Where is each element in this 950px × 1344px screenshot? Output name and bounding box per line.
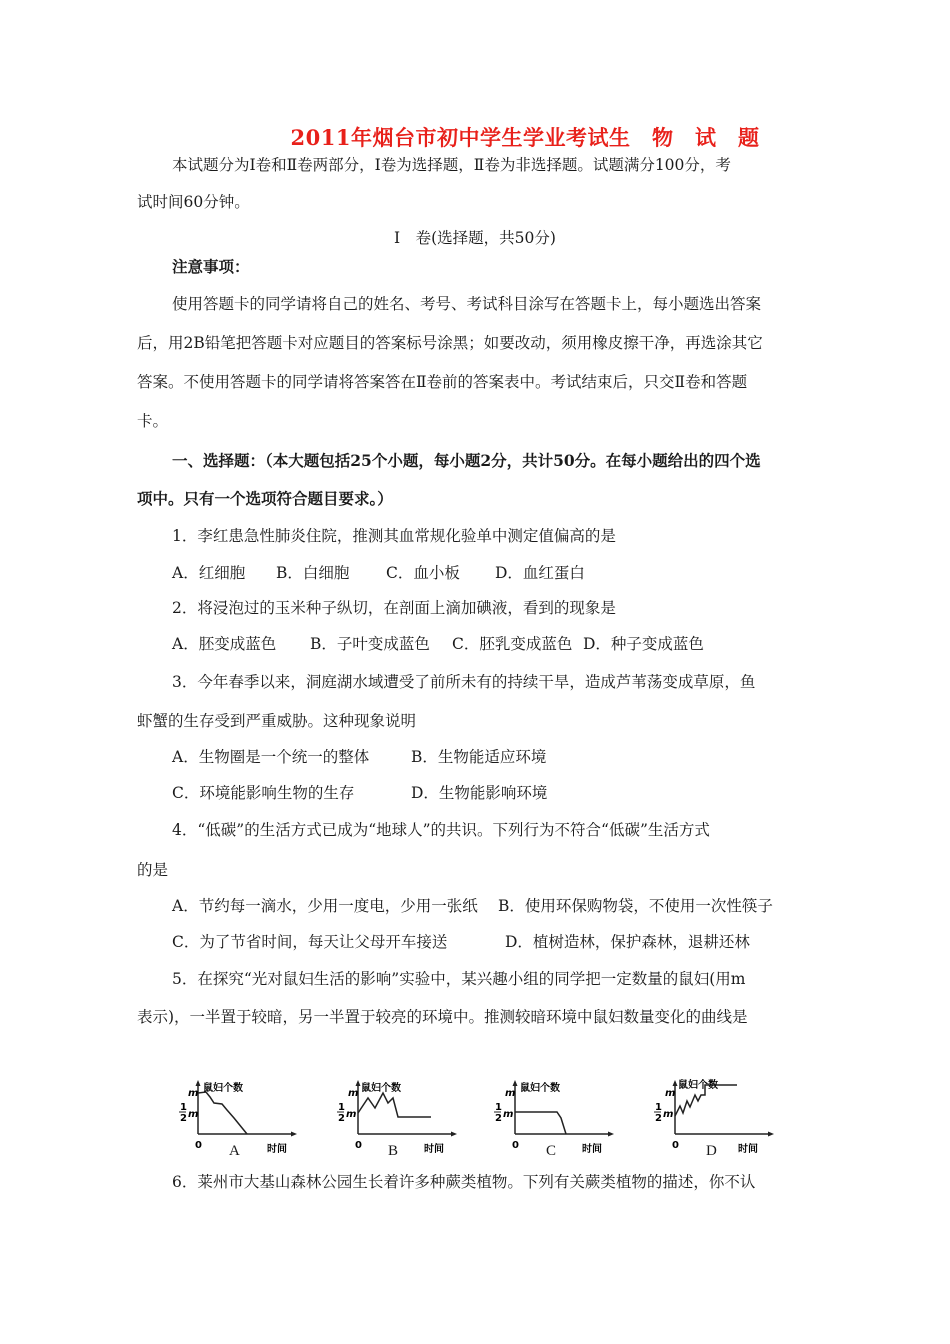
- q5-stem-2: 表示)，一半置于较暗，另一半置于较亮的环境中。推测较暗环境中鼠妇数量变化的曲线是: [137, 1008, 748, 1026]
- graph-d-origin: 0: [672, 1140, 679, 1151]
- intro-line-2: 试时间60分钟。: [137, 193, 250, 211]
- q6-stem-1: 6．莱州市大基山森林公园生长着许多种蕨类植物。下列有关蕨类植物的描述，你不认: [172, 1173, 756, 1191]
- graph-c-half-m: m: [503, 1109, 514, 1120]
- q3-stem-1: 3．今年春季以来，洞庭湖水域遭受了前所未有的持续干旱，造成芦苇荡变成草原，鱼: [172, 673, 756, 691]
- notice-line-2: 后，用2B铅笔把答题卡对应题目的答案标号涂黑；如要改动，须用橡皮擦干净，再选涂其它: [137, 334, 763, 352]
- graph-d-caption: D: [706, 1143, 717, 1159]
- part1-line-2: 项中。只有一个选项符合题目要求。）: [137, 489, 393, 508]
- graph-d-xlabel: 时间: [738, 1144, 758, 1155]
- graph-a-ylabel: 鼠妇个数: [203, 1083, 243, 1094]
- graph-a-half-m: m: [188, 1109, 199, 1120]
- notice-heading: 注意事项：: [172, 257, 250, 276]
- graph-c-half-den: 2: [495, 1113, 502, 1124]
- graph-b-caption: B: [388, 1143, 399, 1159]
- graph-d-half-den: 2: [655, 1113, 662, 1124]
- section-header: Ⅰ 卷(选择题，共50分): [394, 229, 556, 247]
- graph-a-xlabel: 时间: [267, 1144, 287, 1155]
- q3-option-d: D．生物能影响环境: [411, 784, 548, 802]
- graph-a: [170, 1080, 305, 1155]
- q1-option-b: B．白细胞: [276, 564, 350, 582]
- q1-option-d: D．血红蛋白: [495, 564, 585, 582]
- q2-stem: 2．将浸泡过的玉米种子纵切，在剖面上滴加碘液，看到的现象是: [172, 599, 616, 617]
- graph-b: [330, 1080, 465, 1155]
- graph-a-half-den: 2: [180, 1113, 187, 1124]
- q2-option-b: B．子叶变成蓝色: [310, 635, 430, 653]
- graph-d-half-num: 1: [655, 1102, 662, 1113]
- graph-c-m: m: [505, 1088, 516, 1099]
- q4-option-c: C．为了节省时间，每天让父母开车接送: [172, 933, 448, 951]
- graph-a-half-num: 1: [180, 1102, 187, 1113]
- exam-title: 2011年烟台市初中学生学业考试生 物 试 题: [290, 125, 760, 150]
- intro-line-1: 本试题分为Ⅰ卷和Ⅱ卷两部分，Ⅰ卷为选择题，Ⅱ卷为非选择题。试题满分100分，考: [172, 156, 731, 174]
- graph-b-half-m: m: [346, 1109, 357, 1120]
- graph-c-xlabel: 时间: [582, 1144, 602, 1155]
- q5-stem-1: 5．在探究“光对鼠妇生活的影响”实验中，某兴趣小组的同学把一定数量的鼠妇(用m: [172, 970, 746, 988]
- q3-option-b: B．生物能适应环境: [411, 748, 547, 766]
- graph-c-half-num: 1: [495, 1102, 502, 1113]
- part1-line-1: 一、选择题：（本大题包括25个小题，每小题2分，共计50分。在每小题给出的四个选: [172, 451, 761, 470]
- graph-d-ylabel: 鼠妇个数: [678, 1080, 718, 1091]
- graph-b-m: m: [348, 1088, 359, 1099]
- graph-b-origin: 0: [355, 1140, 362, 1151]
- graph-b-half-num: 1: [338, 1102, 345, 1113]
- graph-c-origin: 0: [512, 1140, 519, 1151]
- graph-d-half-m: m: [663, 1109, 674, 1120]
- q1-option-c: C．血小板: [386, 564, 460, 582]
- q2-option-c: C．胚乳变成蓝色: [452, 635, 573, 653]
- graph-c-caption: C: [546, 1143, 557, 1159]
- q4-option-d: D．植树造林，保护森林，退耕还林: [505, 933, 750, 951]
- q1-option-a: A．红细胞: [172, 564, 246, 582]
- q3-option-a: A．生物圈是一个统一的整体: [172, 748, 370, 766]
- graph-b-half-den: 2: [338, 1113, 345, 1124]
- q2-option-d: D．种子变成蓝色: [583, 635, 704, 653]
- q3-stem-2: 虾蟹的生存受到严重威胁。这种现象说明: [137, 712, 417, 730]
- q2-option-a: A．胚变成蓝色: [172, 635, 277, 653]
- graph-b-ylabel: 鼠妇个数: [361, 1083, 401, 1094]
- q4-option-b: B．使用环保购物袋，不使用一次性筷子: [498, 897, 773, 915]
- q4-stem-2: 的是: [137, 861, 169, 879]
- graph-a-caption: A: [229, 1143, 240, 1159]
- notice-line-3: 答案。不使用答题卡的同学请将答案答在Ⅱ卷前的答案表中。考试结束后，只交Ⅱ卷和答题: [137, 373, 748, 391]
- graph-a-m: m: [188, 1088, 199, 1099]
- q4-option-a: A．节约每一滴水，少用一度电，少用一张纸: [172, 897, 478, 915]
- graph-b-xlabel: 时间: [424, 1144, 444, 1155]
- notice-line-1: 使用答题卡的同学请将自己的姓名、考号、考试科目涂写在答题卡上，每小题选出答案: [172, 295, 762, 313]
- notice-line-4: 卡。: [137, 412, 169, 430]
- graph-c: [487, 1080, 622, 1155]
- q4-stem-1: 4．“低碳”的生活方式已成为“地球人”的共识。下列行为不符合“低碳”生活方式: [172, 821, 710, 839]
- q3-option-c: C．环境能影响生物的生存: [172, 784, 355, 802]
- graph-c-ylabel: 鼠妇个数: [520, 1083, 560, 1094]
- graph-d: [647, 1080, 782, 1155]
- graph-d-m: m: [665, 1088, 676, 1099]
- graph-a-origin: 0: [195, 1140, 202, 1151]
- q1-stem: 1．李红患急性肺炎住院，推测其血常规化验单中测定值偏高的是: [172, 527, 616, 545]
